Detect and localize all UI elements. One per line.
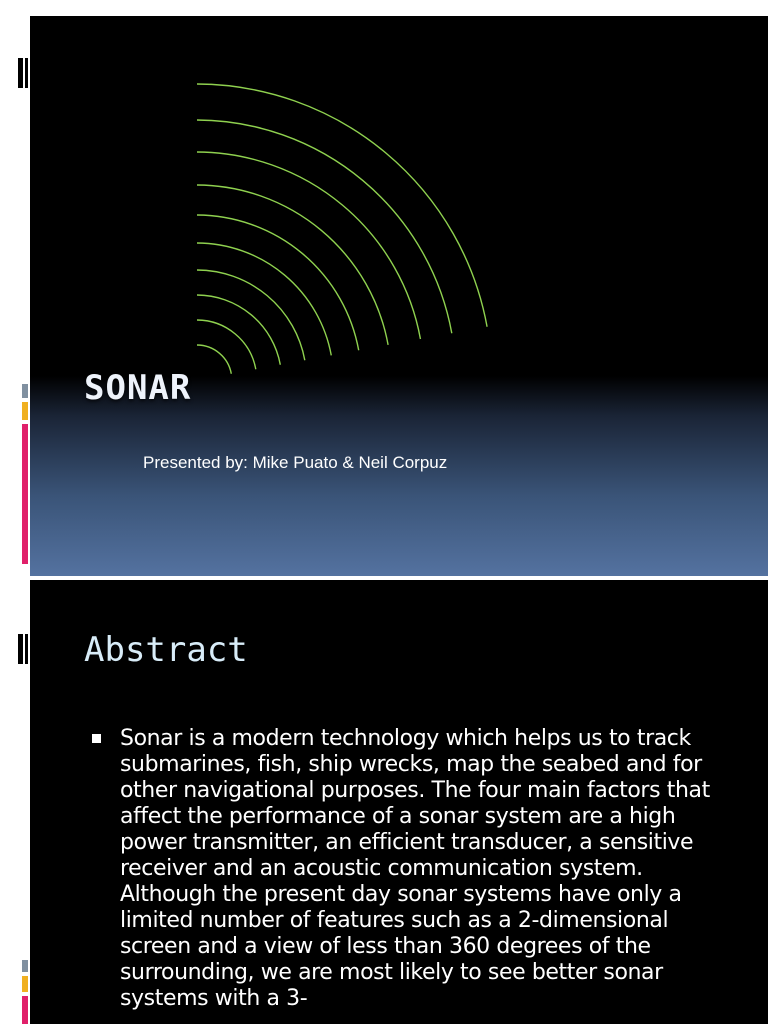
accent-bar (22, 402, 28, 420)
slide-abstract (30, 580, 768, 1024)
slide-corner-mark (18, 634, 23, 664)
bullet-text: Sonar is a modern technology which helps us to track submarines, fish, ship wrecks, map the seabed and for other navigational purposes. The four main factors that affect the performance of a sonar system are a high power transmitter, an efficient transducer, a sensitive receiver and an acoustic communication system. Although the present day sonar systems have only a limited number of features such as a 2-dimensional screen and a view of less than 360 degrees of the surrounding, we are most likely to see better sonar systems with a 3- (120, 726, 710, 1011)
slide-heading: Abstract (84, 630, 248, 670)
accent-bar (22, 424, 28, 564)
left-margin (0, 0, 30, 1024)
slide-subtitle: Presented by: Mike Puato & Neil Corpuz (143, 453, 448, 472)
accent-bar (22, 976, 28, 992)
sonar-wave-arc (197, 185, 388, 345)
sonar-wave-arc (197, 295, 280, 365)
slide-title (30, 16, 768, 576)
sonar-wave-arc (197, 215, 359, 350)
slide-title-text: SONAR (84, 368, 192, 408)
accent-bar (22, 384, 28, 398)
sonar-wave-arc (197, 345, 231, 374)
sonar-wave-arc (197, 152, 420, 339)
slide-corner-mark (25, 634, 28, 664)
slide-corner-mark (25, 58, 28, 88)
sonar-wave-arc (197, 120, 452, 333)
slide-corner-mark (18, 58, 23, 88)
bullet-list (90, 726, 730, 1012)
accent-bar (22, 960, 28, 972)
bullet-item (90, 726, 730, 1012)
sonar-wave-arc (197, 243, 331, 355)
sonar-waves-graphic (30, 16, 768, 396)
square-bullet-icon (92, 734, 101, 743)
accent-bar (22, 996, 28, 1024)
